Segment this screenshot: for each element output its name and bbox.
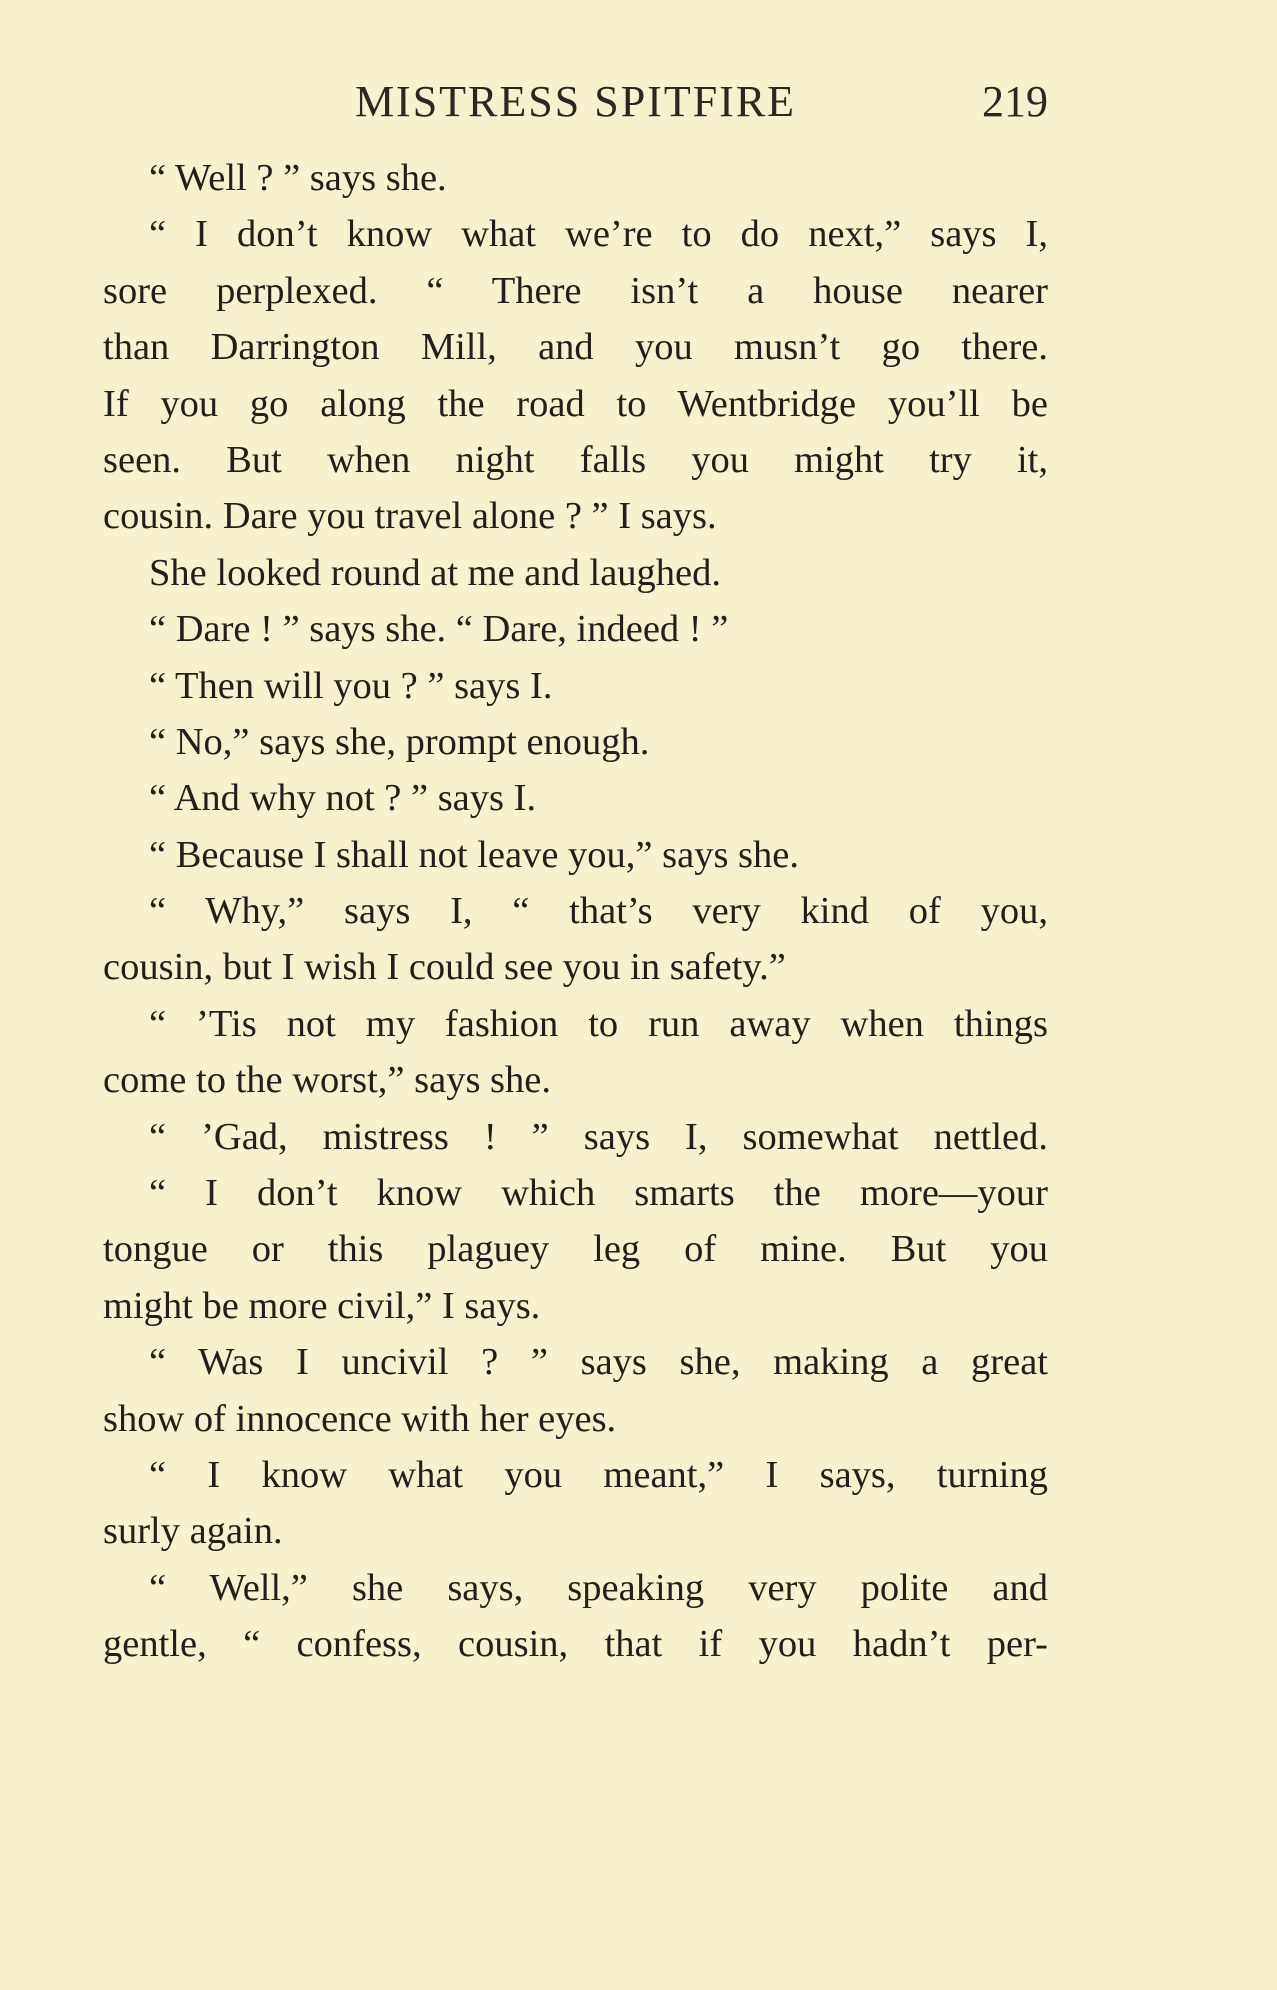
text-line: show of innocence with her eyes. — [103, 1397, 617, 1440]
text-line: “ Why,” says I, “ that’s very kind of you, — [149, 890, 1048, 933]
text-line: come to the worst,” says she. — [103, 1059, 551, 1102]
text-line: “ I know what you meant,” I says, turning — [149, 1453, 1048, 1496]
text-line: gentle, “ confess, cousin, that if you hadn’t per- — [103, 1623, 1048, 1666]
text-line: “ Because I shall not leave you,” says she. — [149, 833, 800, 876]
page-header — [103, 72, 1048, 132]
text-line: “ ’Tis not my fashion to run away when things — [149, 1002, 1048, 1045]
text-line: than Darrington Mill, and you musn’t go there. — [103, 326, 1048, 369]
text-line: “ No,” says she, prompt enough. — [149, 720, 650, 763]
text-line: might be more civil,” I says. — [103, 1284, 541, 1327]
text-line: “ Well,” she says, speaking very polite and — [149, 1566, 1048, 1609]
text-line: “ ’Gad, mistress ! ” says I, somewhat nettled. — [149, 1115, 1048, 1158]
text-line: “ Well ? ” says she. — [149, 157, 447, 199]
text-line: “ Then will you ? ” says I. — [149, 664, 553, 707]
text-line: “ Was I uncivil ? ” says she, making a great — [149, 1341, 1048, 1384]
body-text — [103, 150, 1048, 1673]
text-line: cousin. Dare you travel alone ? ” I says. — [103, 495, 717, 538]
text-line: If you go along the road to Wentbridge you’ll be — [103, 382, 1048, 425]
text-line: surly again. — [103, 1510, 283, 1553]
text-line: “ Dare ! ” says she. “ Dare, indeed ! ” — [149, 608, 729, 651]
text-line: She looked round at me and laughed. — [149, 551, 722, 594]
page-number: 219 — [982, 77, 1048, 126]
running-head: MISTRESS SPITFIRE — [354, 77, 797, 126]
text-line: tongue or this plaguey leg of mine. But you — [103, 1228, 1048, 1271]
text-line: “ I don’t know what we’re to do next,” says I, — [149, 213, 1048, 256]
text-line: sore perplexed. “ There isn’t a house nearer — [103, 269, 1048, 312]
text-line: cousin, but I wish I could see you in safety.” — [103, 946, 786, 989]
text-line: seen. But when night falls you might try it, — [103, 438, 1048, 481]
text-line: “ I don’t know which smarts the more—your — [149, 1172, 1048, 1215]
text-line: “ And why not ? ” says I. — [149, 777, 537, 820]
